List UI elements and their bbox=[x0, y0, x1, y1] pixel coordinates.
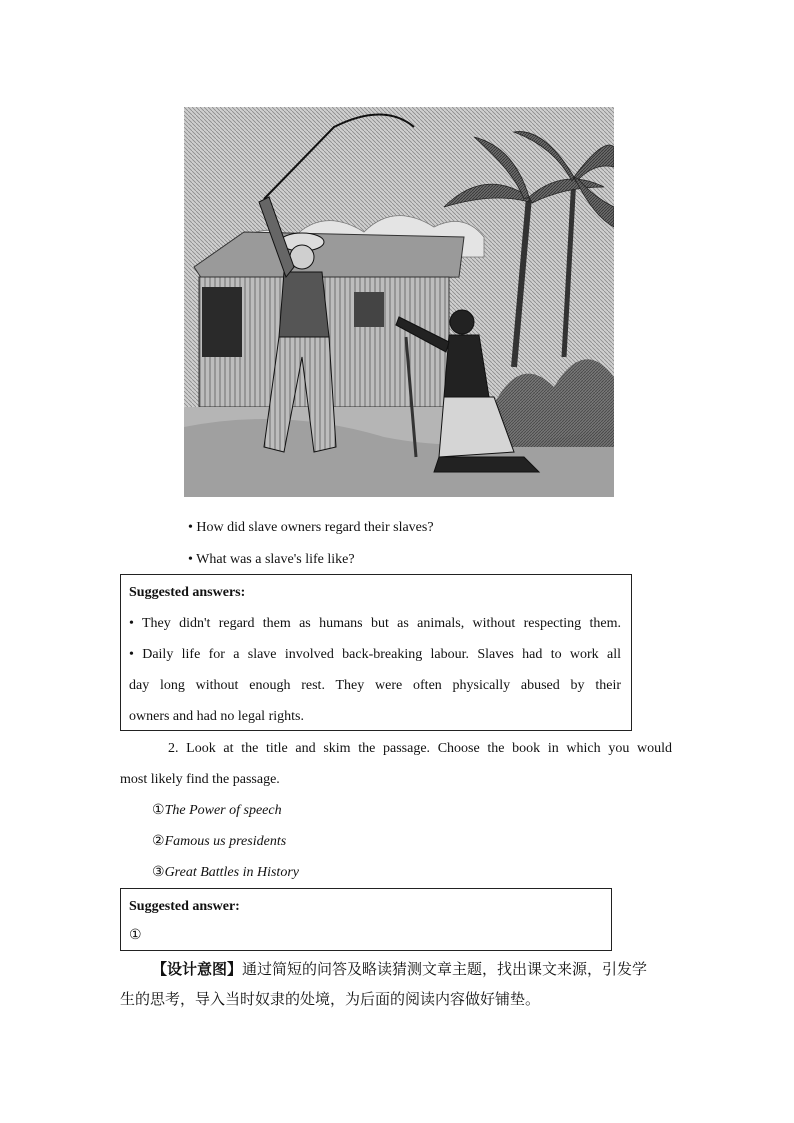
answer-box-2-heading: Suggested answer: bbox=[129, 899, 240, 914]
answer-line-1: • They didn't regard them as humans but as animals, without respecting them. bbox=[129, 616, 621, 631]
option-1-title: The Power of speech bbox=[164, 803, 282, 818]
design-note-line-2: 生的思考，导入当时奴隶的处境，为后面的阅读内容做好铺垫。 bbox=[120, 990, 541, 1008]
option-1-marker: ① bbox=[152, 803, 165, 818]
design-note-line-1 bbox=[152, 958, 647, 980]
task-2-line-1: 2. Look at the title and skim the passage. Choose the book in which you would bbox=[168, 741, 672, 756]
suggested-answers-box bbox=[120, 574, 632, 731]
design-note-text-1: 通过简短的问答及略读猜测文章主题，找出课文来源，引发学 bbox=[242, 960, 648, 978]
answer-box-heading: Suggested answers: bbox=[129, 585, 246, 600]
answer-box-2-answer: ① bbox=[129, 928, 142, 943]
answer-line-4: owners and had no legal rights. bbox=[129, 709, 304, 724]
slavery-illustration bbox=[184, 107, 614, 497]
suggested-answer-box bbox=[120, 888, 612, 951]
answer-line-3: day long without enough rest. They were often physically abused by their bbox=[129, 678, 621, 693]
option-2 bbox=[152, 833, 286, 851]
answer-line-2: • Daily life for a slave involved back-breaking labour. Slaves had to work all bbox=[129, 647, 621, 662]
question-1: • How did slave owners regard their slaves? bbox=[188, 520, 434, 535]
option-2-marker: ② bbox=[152, 834, 165, 849]
task-2-line-2: most likely find the passage. bbox=[120, 772, 280, 787]
option-1 bbox=[152, 802, 282, 820]
question-2: • What was a slave's life like? bbox=[188, 552, 355, 567]
design-note-label: 【设计意图】 bbox=[152, 960, 243, 978]
option-3-marker: ③ bbox=[152, 865, 165, 880]
option-3-title: Great Battles in History bbox=[164, 865, 299, 880]
option-3 bbox=[152, 864, 299, 882]
option-2-title: Famous us presidents bbox=[164, 834, 287, 849]
